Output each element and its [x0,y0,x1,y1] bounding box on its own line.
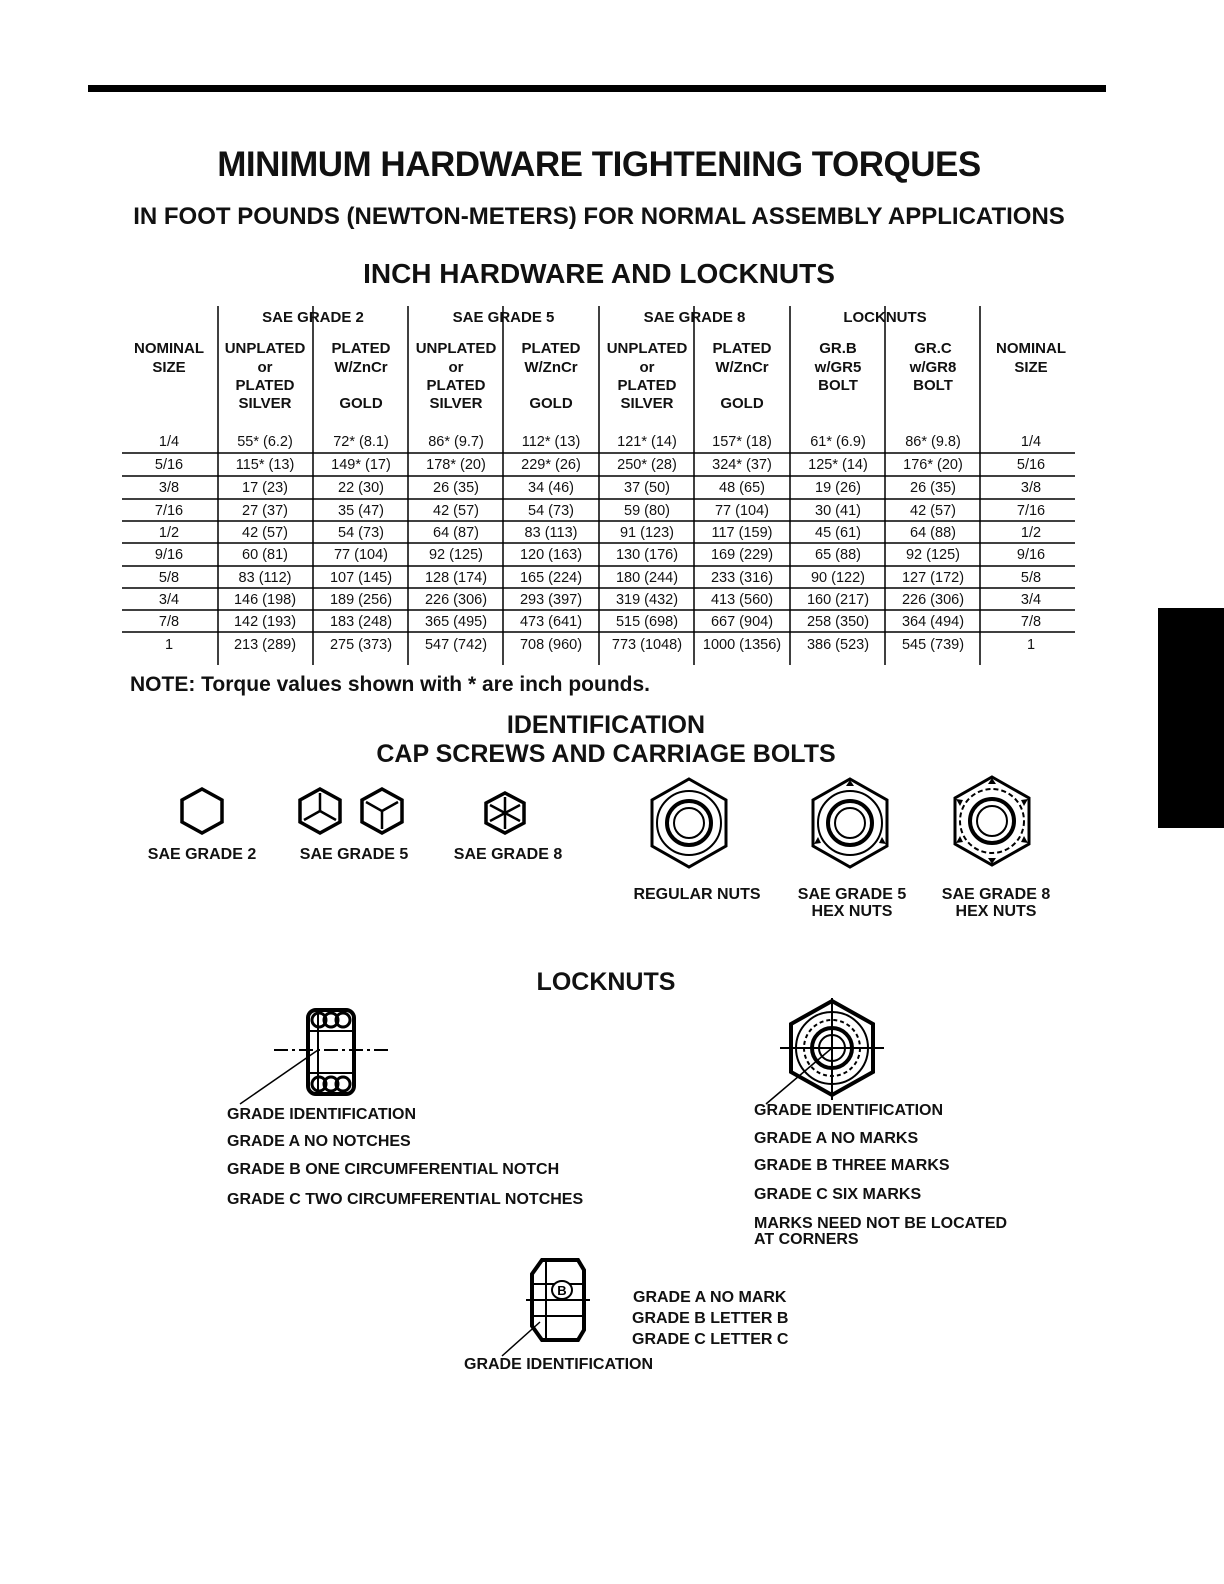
table-cell: 157* (18) [712,434,772,450]
table-cell: 5/8 [158,570,180,586]
sae-grade-5-hex-nuts-label [782,886,922,920]
table-column-header: PLATED [712,340,772,357]
table-cell: 77 (104) [333,547,389,563]
right-grade-a: GRADE A NO MARKS [754,1130,919,1147]
table-cell: 386 (523) [806,637,870,653]
left-grade-c: GRADE C TWO CIRCUMFERENTIAL NOTCHES [227,1191,584,1208]
table-cell: 160 (217) [806,592,870,608]
right-grade-c: GRADE C SIX MARKS [754,1186,922,1203]
bottom-grade-identification: GRADE IDENTIFICATION [464,1356,654,1373]
table-cell: 146 (198) [233,592,297,608]
sae-grade-5-bolt-icon-a [296,786,344,836]
table-cell: 54 (73) [528,503,574,519]
table-cell: 17 (23) [242,480,288,496]
table-column-header: BOLT [818,377,858,394]
table-cell: 5/16 [1016,457,1046,473]
table-cell: 413 (560) [710,592,774,608]
table-cell: 180 (244) [615,570,679,586]
table-column-header: or [257,359,273,376]
sae-grade-8-bolt-icon [482,790,528,836]
table-cell: 1/4 [158,434,180,450]
torque-note: NOTE: Torque values shown with * are inch pounds. [130,673,650,696]
table-cell: 121* (14) [617,434,677,450]
table-cell: 60 (81) [242,547,288,563]
table-column-header: PLATED [617,377,677,394]
table-cell: 26 (35) [433,480,479,496]
page-subtitle: IN FOOT POUNDS (NEWTON-METERS) FOR NORMAL ASSEMBLY APPLICATIONS [133,203,1065,230]
table-cell: 61* (6.9) [810,434,866,450]
left-grade-a: GRADE A NO NOTCHES [227,1133,411,1150]
table-cell: 1 [1026,637,1036,653]
table-cell: 92 (125) [428,547,484,563]
table-cell: 83 (113) [524,525,578,541]
table-cell: 1/4 [1020,434,1042,450]
table-cell: 545 (739) [901,637,965,653]
right-marks-note-line1: MARKS NEED NOT BE LOCATED [754,1215,1008,1232]
table-cell: 42 (57) [242,525,288,541]
table-cell: 547 (742) [424,637,488,653]
table-column-header: GOLD [529,395,573,412]
table-cell: 112* (13) [521,434,581,450]
table-cell: 7/8 [158,614,180,630]
bottom-grade-a: GRADE A NO MARK [633,1289,787,1306]
table-column-header: SILVER [429,395,483,412]
table-cell: 667 (904) [710,614,774,630]
table-column-header: GOLD [339,395,383,412]
table-cell: 189 (256) [329,592,393,608]
table-column-header: SIZE [152,359,186,376]
table-group-header: SAE GRADE 8 [643,309,746,326]
table-column-header: PLATED [235,377,295,394]
table-cell: 364 (494) [901,614,965,630]
table-cell: 275 (373) [329,637,393,653]
left-grade-b: GRADE B ONE CIRCUMFERENTIAL NOTCH [227,1161,560,1178]
table-cell: 86* (9.7) [428,434,484,450]
table-cell: 5/16 [154,457,184,473]
table-cell: 83 (112) [238,570,292,586]
sae-grade-2-bolt-icon [178,786,226,836]
table-cell: 226 (306) [424,592,488,608]
table-column-header: w/GR8 [909,359,957,376]
table-cell: 125* (14) [808,457,868,473]
table-cell: 91 (123) [619,525,675,541]
table-cell: 3/8 [1020,480,1042,496]
sae-grade-8-label: SAE GRADE 8 [453,846,563,863]
table-cell: 7/16 [1016,503,1046,519]
table-cell: 149* (17) [331,457,391,473]
locknuts-title: LOCKNUTS [536,968,676,996]
sae-grade-5-label: SAE GRADE 5 [299,846,409,863]
regular-nuts-label: REGULAR NUTS [633,886,761,903]
table-cell: 65 (88) [815,547,861,563]
table-column-header: GR.B [819,340,857,357]
table-cell: 1000 (1356) [702,637,782,653]
table-cell: 250* (28) [617,457,677,473]
table-column-header: W/ZnCr [524,359,578,376]
table-column-header: UNPLATED [415,340,497,357]
table-cell: 473 (641) [519,614,583,630]
table-cell: 64 (87) [433,525,479,541]
sae-grade-8-hex-nuts-line2: HEX NUTS [955,903,1037,920]
table-cell: 213 (289) [233,637,297,653]
table-cell: 86* (9.8) [905,434,961,450]
table-group-header: LOCKNUTS [843,309,927,326]
sae-grade-8-hex-nut-icon [950,772,1034,870]
table-column-header: GR.C [914,340,952,357]
table-cell: 3/4 [158,592,180,608]
sae-grade-5-hex-nuts-line1: SAE GRADE 5 [797,886,907,903]
table-cell: 90 (122) [810,570,866,586]
table-cell: 229* (26) [521,457,581,473]
table-cell: 365 (495) [424,614,488,630]
table-column-header: w/GR5 [814,359,862,376]
table-column-header: W/ZnCr [334,359,388,376]
table-cell: 169 (229) [710,547,774,563]
table-cell: 7/16 [154,503,184,519]
table-cell: 1 [164,637,174,653]
table-column-header: PLATED [426,377,486,394]
table-cell: 48 (65) [719,480,765,496]
table-cell: 115* (13) [235,457,295,473]
table-cell: 26 (35) [910,480,956,496]
table-column-header: GOLD [720,395,764,412]
table-cell: 42 (57) [910,503,956,519]
table-cell: 30 (41) [815,503,861,519]
table-cell: 515 (698) [615,614,679,630]
table-cell: 773 (1048) [611,637,683,653]
table-cell: 92 (125) [905,547,961,563]
table-cell: 176* (20) [903,457,963,473]
table-cell: 117 (159) [711,525,773,541]
table-group-header: SAE GRADE 5 [452,309,555,326]
sae-grade-5-hex-nut-icon [809,776,891,870]
page-title: MINIMUM HARDWARE TIGHTENING TORQUES [217,145,981,184]
identification-title: IDENTIFICATION [506,711,706,739]
right-grade-b: GRADE B THREE MARKS [754,1157,950,1174]
table-column-header: or [639,359,655,376]
table-cell: 127 (172) [901,570,965,586]
table-cell: 1/2 [1020,525,1042,541]
identification-subtitle: CAP SCREWS AND CARRIAGE BOLTS [376,740,836,768]
table-cell: 9/16 [1016,547,1046,563]
table-cell: 72* (8.1) [333,434,389,450]
table-column-header: W/ZnCr [715,359,769,376]
table-column-header: NOMINAL [134,340,204,357]
sae-grade-2-label: SAE GRADE 2 [147,846,257,863]
sae-grade-5-bolt-icon-b [358,786,406,836]
table-cell: 128 (174) [424,570,488,586]
table-cell: 35 (47) [338,503,384,519]
table-cell: 107 (145) [329,570,393,586]
table-cell: 19 (26) [815,480,861,496]
table-cell: 233 (316) [710,570,774,586]
table-column-header: PLATED [331,340,391,357]
table-column-header: SILVER [238,395,292,412]
table-cell: 55* (6.2) [237,434,293,450]
table-cell: 37 (50) [624,480,670,496]
table-cell: 165 (224) [519,570,583,586]
table-cell: 64 (88) [910,525,956,541]
table-cell: 130 (176) [615,547,679,563]
table-cell: 3/8 [158,480,180,496]
bottom-grade-c: GRADE C LETTER C [632,1331,789,1348]
right-marks-note-line2: AT CORNERS [754,1231,859,1248]
sae-grade-8-hex-nuts-label [926,886,1066,920]
table-cell: 9/16 [154,547,184,563]
table-cell: 77 (104) [714,503,770,519]
right-grade-identification: GRADE IDENTIFICATION [754,1102,944,1119]
left-grade-identification: GRADE IDENTIFICATION [227,1106,417,1123]
table-cell: 178* (20) [426,457,486,473]
sae-grade-5-hex-nuts-line2: HEX NUTS [811,903,893,920]
torque-table [0,0,1224,680]
table-cell: 142 (193) [233,614,297,630]
table-cell: 42 (57) [433,503,479,519]
table-column-header: NOMINAL [996,340,1066,357]
locknut-letter: B [557,1283,567,1298]
regular-nut-icon [648,776,730,870]
table-cell: 258 (350) [806,614,870,630]
table-column-header: BOLT [913,377,953,394]
table-column-header: PLATED [521,340,581,357]
table-cell: 1/2 [158,525,180,541]
right-marks-note [754,1216,1007,1248]
table-cell: 59 (80) [624,503,670,519]
table-cell: 120 (163) [519,547,583,563]
table-cell: 27 (37) [242,503,288,519]
table-cell: 34 (46) [528,480,574,496]
table-column-header: SILVER [620,395,674,412]
lettered-locknut-icon [496,1256,596,1360]
table-group-header: SAE GRADE 2 [262,309,364,326]
table-cell: 54 (73) [338,525,384,541]
table-cell: 7/8 [1020,614,1042,630]
table-cell: 22 (30) [338,480,384,496]
sae-grade-8-hex-nuts-line1: SAE GRADE 8 [941,886,1051,903]
table-column-header: UNPLATED [224,340,306,357]
table-column-header: UNPLATED [606,340,688,357]
table-cell: 293 (397) [519,592,583,608]
marked-locknut-icon [760,996,900,1106]
table-cell: 319 (432) [615,592,679,608]
section-title: INCH HARDWARE AND LOCKNUTS [363,258,835,289]
table-cell: 226 (306) [901,592,965,608]
notched-locknut-icon [220,1000,410,1110]
table-cell: 183 (248) [329,614,393,630]
table-cell: 45 (61) [815,525,861,541]
table-cell: 3/4 [1020,592,1042,608]
bottom-grade-b: GRADE B LETTER B [632,1310,789,1327]
table-cell: 708 (960) [519,637,583,653]
table-column-header: or [448,359,464,376]
table-cell: 5/8 [1020,570,1042,586]
table-column-header: SIZE [1014,359,1048,376]
table-cell: 324* (37) [712,457,772,473]
